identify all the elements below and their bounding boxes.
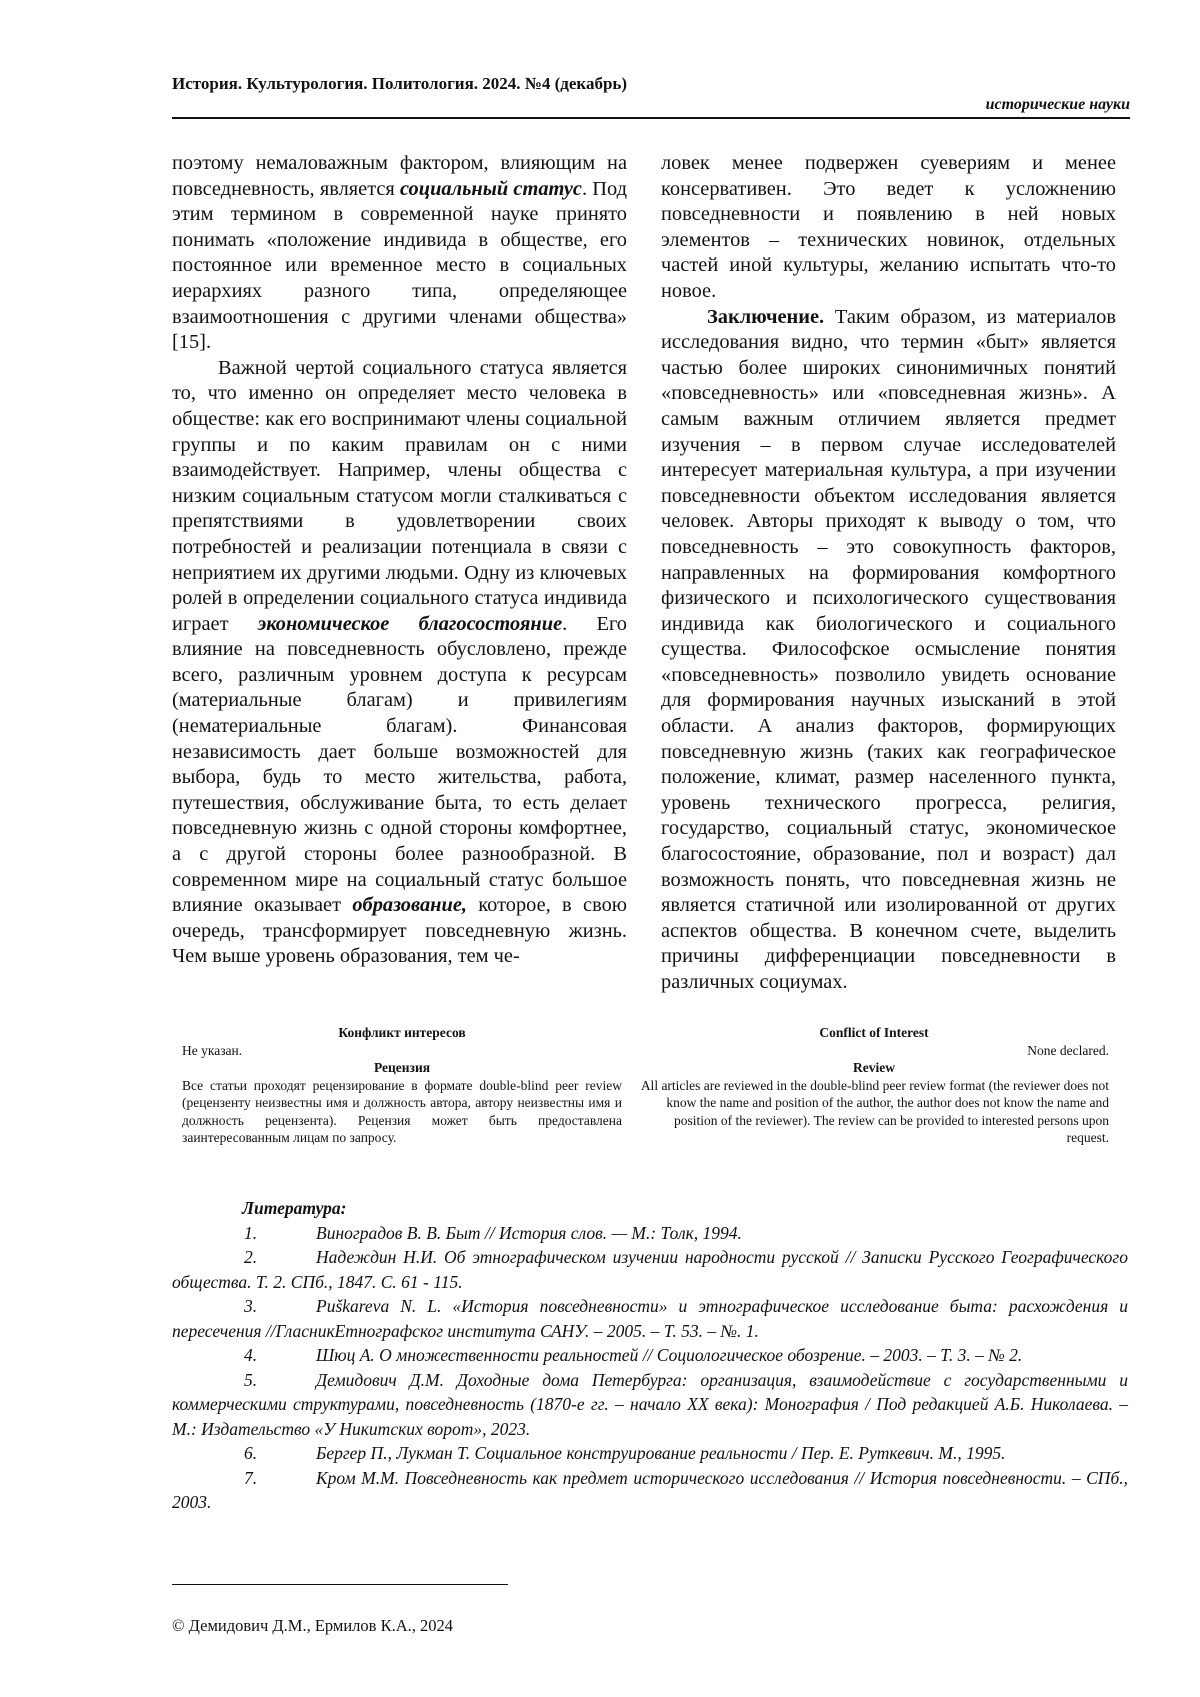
- references: [172, 1196, 1128, 1515]
- reference-item: 4. Шюц А. О множественности реальностей // Социологическое обозрение. – 2003. – Т. 3. – № 2.: [244, 1345, 1023, 1365]
- conclusion-paragraph: Заключение. Таким образом, из материалов исследования видно, что термин «быт» является частью более широких синонимичных понятий «повседневность» или «повседневная жизнь». А самым важным отличием является предмет изучения – в первом случае исследователей интересует материальная культура, а при изучении повседневности объектом исследования является человек. Авторы приходят к выводу о том, что повседневность – это совокупность факторов, направленных на формирования комфортного физического и психологического существования индивида как биологического и социального существа. Философское осмысление понятия «повседневность» позволило увидеть основание для формирования научных изысканий в этой области. А анализ факторов, формирующих повседневную жизнь (таких как географическое положение, климат, размер населенного пункта, уровень технического прогресса, религия, государство, социальный статус, экономическое благосостояние, образование, пол и возраст) дал возможность понять, что повседневная жизнь не является статичной или изолированной от других аспектов общества. В конечном счете, выделить причины дифференциации повседневности в различных социумах.: [661, 305, 1116, 993]
- paragraph: поэтому немаловажным фактором, влияющим на повседневность, является социальный статус. Под этим термином в современной науке принято понимать «положение индивида в обществе, его постоянное или временное место в социальных иерархиях разного типа, определяющее взаимоотношения с другими членами общества» [15].: [172, 152, 628, 354]
- reference-item: 6. Бергер П., Лукман Т. Социальное конструирование реальности / Пер. Е. Руткевич. М., 1995.: [244, 1443, 1006, 1463]
- references-heading: Литература:: [242, 1198, 347, 1218]
- conflict-block-ru: [182, 1024, 622, 1147]
- term-emphasis: экономическое благосостояние: [257, 612, 563, 635]
- reference-item: 7. Кром М.М. Повседневность как предмет исторического исследования // История повседневности. – СПб., 2003.: [172, 1467, 1128, 1512]
- review-title-en: Review: [853, 1060, 895, 1075]
- paragraph: ловек менее подвержен суевериям и менее консервативен. Это ведет к усложнению повседневности и появлению в ней новых элементов – технических новинок, отдельных частей иной культуры, желанию испытать что-то новое.: [661, 152, 1116, 302]
- running-header: [172, 74, 1130, 113]
- conflict-title-ru: Конфликт интересов: [338, 1025, 466, 1040]
- section-label: исторические науки: [985, 96, 1130, 113]
- reference-item: 3. Puškareva N. L. «История повседневности» и этнографическое исследование быта: расхождения и пересечения //ГласникЕтнографског института САНУ. – 2005. – Т. 53. – №. 1.: [172, 1296, 1128, 1341]
- footnote-rule: [172, 1584, 508, 1585]
- reference-item: 5. Демидович Д.М. Доходные дома Петербурга: организация, взаимодействие с государственными и коммерческими структурами, повседневность (1870-е гг. – начало XX века): Монография / Под редакцией А.Б. Николаева. – М.: Издательство «У Никитских ворот», 2023.: [172, 1369, 1128, 1439]
- header-rule: [172, 117, 1130, 119]
- journal-title: История. Культурология. Политология. 2024. №4 (декабрь): [172, 74, 628, 93]
- review-text-en: All articles are reviewed in the double-blind peer review format (the reviewer does not know the name and position of the author, the author does not know the name and position of the reviewer). The review can be provided to interested persons upon request.: [640, 1077, 1109, 1145]
- conflict-block-en: [639, 1024, 1109, 1147]
- term-emphasis: образование,: [352, 894, 467, 917]
- review-text-ru: Все статьи проходят рецензирование в формате double-blind peer review (рецензенту неизвестны имя и должность автора, автору неизвестны имя и должность рецензента). Рецензия может быть предоставлена заинтересованным лицам по запросу.: [182, 1077, 622, 1145]
- term-emphasis: социальный статус: [400, 177, 582, 200]
- conflict-text-ru: Не указан.: [182, 1042, 243, 1058]
- review-title-ru: Рецензия: [373, 1060, 431, 1075]
- conclusion-heading: Заключение.: [707, 305, 825, 328]
- conflict-text-en: None declared.: [1027, 1042, 1109, 1058]
- right-column: [661, 151, 1116, 996]
- conflict-title-en: Conflict of Interest: [819, 1025, 929, 1040]
- reference-item: 1. Виноградов В. В. Быт // История слов. — М.: Толк, 1994.: [244, 1222, 742, 1243]
- left-column: [172, 151, 627, 970]
- reference-item: 2. Надеждин Н.И. Об этнографическом изучении народности русской // Записки Русского Географического общества. Т. 2. СПб., 1847. С. 61 - 115.: [172, 1247, 1128, 1292]
- copyright-note: © Демидович Д.М., Ермилов К.А., 2024: [172, 1616, 453, 1635]
- paragraph: Важной чертой социального статуса является то, что именно он определяет место человека в обществе: как его воспринимают члены социальной группы и по каким правилам он с ними взаимодействует. Например, члены общества с низким социальным статусом могли сталкиваться с препятствиями в удовлетворении своих потребностей и реализации потенциала в связи с неприятием их другими людьми. Одну из ключевых ролей в определении социального статуса индивида играет экономическое благосостояние. Его влияние на повседневность обусловлено, прежде всего, различным уровнем доступа к ресурсам (материальные благам) и привилегиям (нематериальные благам). Финансовая независимость дает больше возможностей для выбора, будь то место жительства, работа, путешествия, обслуживание быта, то есть делает повседневную жизнь с одной стороны комфортнее, а с другой стороны более разнообразной. В современном мире на социальный статус большое влияние оказывает образование, которое, в свою очередь, трансформирует повседневную жизнь. Чем выше уровень образования, тем че-: [172, 356, 627, 968]
